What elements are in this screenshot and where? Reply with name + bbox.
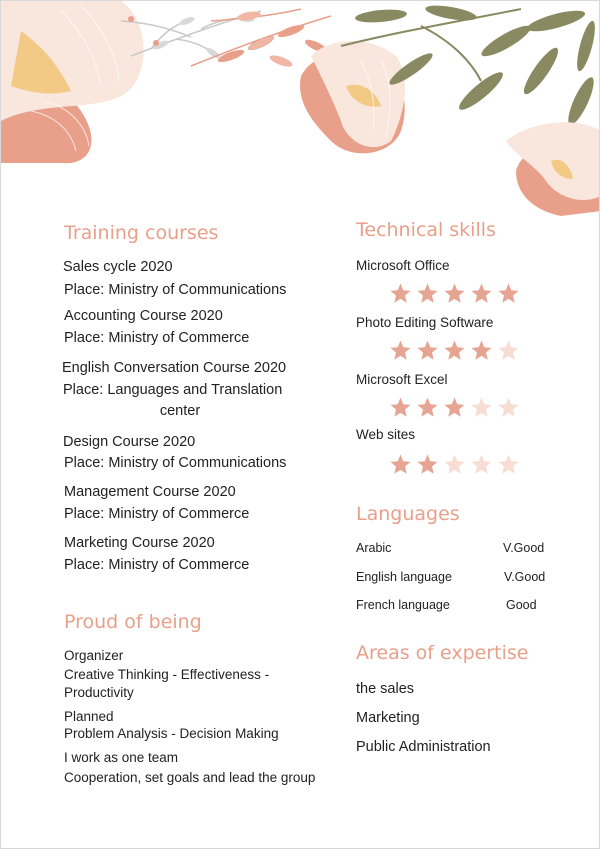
star-filled-icon <box>389 453 412 476</box>
course-place: Place: Languages and Translation <box>63 382 283 398</box>
course-name: Management Course 2020 <box>64 484 236 500</box>
course-place: Place: Ministry of Commerce <box>64 557 250 573</box>
course-place: Place: Ministry of Commerce <box>64 330 250 346</box>
skill-name: Web sites <box>356 427 416 442</box>
right-flower-illustration <box>506 122 600 216</box>
star-filled-icon <box>389 339 412 362</box>
language-name: Arabic <box>356 541 392 555</box>
course-place: Place: Ministry of Communications <box>64 282 287 298</box>
star-empty-icon <box>497 396 520 419</box>
course-place: Place: Ministry of Communications <box>64 455 287 471</box>
star-empty-icon <box>497 453 520 476</box>
language-level: V.Good <box>504 570 546 584</box>
course-name: Accounting Course 2020 <box>64 308 223 324</box>
star-filled-icon <box>470 339 493 362</box>
skill-rating-stars <box>389 282 520 305</box>
pink-branch-illustration <box>191 9 331 69</box>
areas-of-expertise-title: Areas of expertise <box>356 642 529 664</box>
skill-rating-stars <box>389 339 520 362</box>
proud-line: I work as one team <box>64 750 179 765</box>
course-name: Design Course 2020 <box>63 434 196 450</box>
expertise-item: Marketing <box>356 710 420 726</box>
proud-line: Organizer <box>64 648 124 663</box>
proud-line: Problem Analysis - Decision Making <box>64 726 279 741</box>
proud-line: Cooperation, set goals and lead the group <box>64 770 316 785</box>
language-name: French language <box>356 598 450 612</box>
skill-name: Photo Editing Software <box>356 315 494 330</box>
language-name: English language <box>356 570 452 584</box>
skill-rating-stars <box>389 396 520 419</box>
proud-line: Productivity <box>64 685 134 700</box>
course-name: Marketing Course 2020 <box>64 535 215 551</box>
skill-name: Microsoft Excel <box>356 372 448 387</box>
star-filled-icon <box>470 282 493 305</box>
technical-skills-title: Technical skills <box>356 219 496 241</box>
star-filled-icon <box>443 339 466 362</box>
star-empty-icon <box>497 339 520 362</box>
course-name: English Conversation Course 2020 <box>62 360 287 376</box>
course-place-continued: center <box>159 403 201 419</box>
star-empty-icon <box>470 453 493 476</box>
star-empty-icon <box>443 453 466 476</box>
star-filled-icon <box>443 282 466 305</box>
star-filled-icon <box>416 339 439 362</box>
center-flower-illustration <box>300 41 405 153</box>
star-filled-icon <box>389 396 412 419</box>
expertise-item: the sales <box>356 681 415 697</box>
star-filled-icon <box>497 282 520 305</box>
star-filled-icon <box>443 396 466 419</box>
proud-of-being-title: Proud of being <box>64 611 202 633</box>
floral-header-decoration <box>1 1 600 231</box>
star-filled-icon <box>389 282 412 305</box>
star-empty-icon <box>470 396 493 419</box>
training-courses-title: Training courses <box>64 222 219 244</box>
language-level: V.Good <box>503 541 545 555</box>
star-filled-icon <box>416 396 439 419</box>
language-level: Good <box>506 598 537 612</box>
course-name: Sales cycle 2020 <box>63 259 173 275</box>
course-place: Place: Ministry of Commerce <box>64 506 250 522</box>
skill-rating-stars <box>389 453 520 476</box>
proud-line: Planned <box>64 709 114 724</box>
proud-line: Creative Thinking - Effectiveness - <box>64 667 270 682</box>
star-filled-icon <box>416 453 439 476</box>
expertise-item: Public Administration <box>356 739 491 755</box>
languages-title: Languages <box>356 503 460 525</box>
left-flower-illustration <box>1 1 144 163</box>
skill-name: Microsoft Office <box>356 258 450 273</box>
star-filled-icon <box>416 282 439 305</box>
